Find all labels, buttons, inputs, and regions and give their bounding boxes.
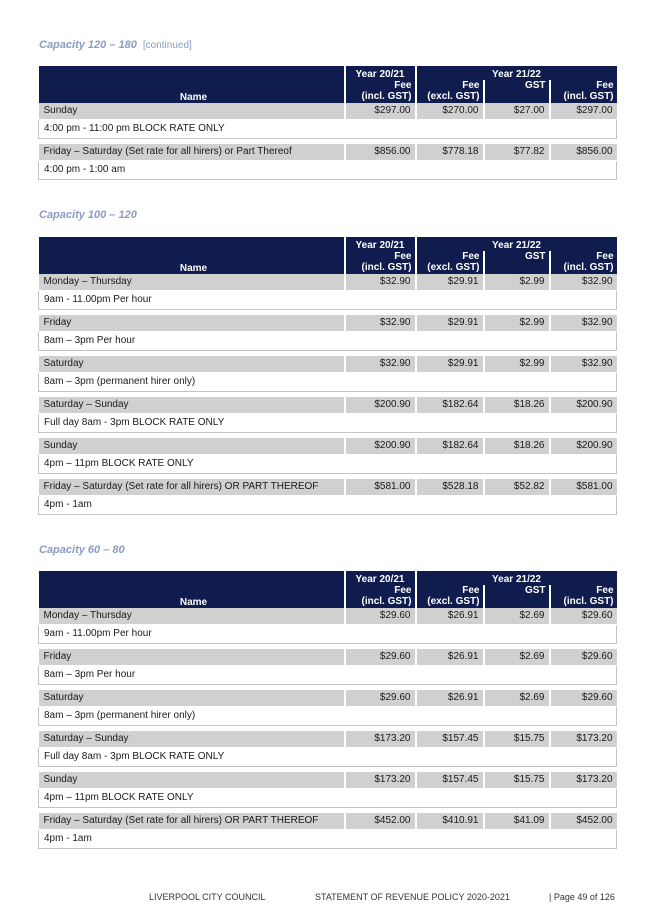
row-name: Saturday – Sunday: [39, 731, 345, 747]
fee-prev-incl-gst: $29.60: [345, 608, 416, 624]
gst-label: GST: [524, 80, 546, 91]
row-description: [39, 665, 617, 684]
gst-amount: $77.82: [484, 144, 550, 160]
incl-gst-label: (incl. GST): [563, 596, 614, 607]
incl-gst-label: (incl. GST): [361, 91, 412, 102]
fee-excl-gst: $157.45: [416, 772, 484, 788]
col-header-fee-incl: [550, 585, 617, 608]
fee-excl-gst: $29.91: [416, 315, 484, 331]
fee-prev-incl-gst: $29.60: [345, 649, 416, 665]
row-name: Monday – Thursday: [39, 608, 345, 624]
fee-excl-gst: $410.91: [416, 813, 484, 829]
fee-incl-gst: $29.60: [550, 608, 617, 624]
col-header-year-prev: Year 20/21: [345, 571, 416, 585]
table-row: [39, 813, 617, 829]
fee-prev-incl-gst: $32.90: [345, 315, 416, 331]
table-row: [39, 608, 617, 624]
incl-gst-label: (incl. GST): [361, 596, 412, 607]
table-header: [39, 571, 617, 608]
table-row: [39, 690, 617, 706]
gst-amount: $2.99: [484, 315, 550, 331]
row-description: [39, 413, 617, 432]
fee-excl-gst: $182.64: [416, 397, 484, 413]
row-description: [39, 706, 617, 725]
description-text: 4:00 pm - 11:00 pm BLOCK RATE ONLY: [39, 119, 617, 138]
fee-incl-gst: $32.90: [550, 315, 617, 331]
gst-amount: $18.26: [484, 397, 550, 413]
col-header-gst: [484, 251, 550, 274]
incl-gst-label: (incl. GST): [563, 262, 614, 273]
table-row: [39, 274, 617, 290]
incl-gst-label: (incl. GST): [563, 91, 614, 102]
description-text: 4pm - 1am: [39, 495, 617, 514]
col-header-fee-incl-prev: [345, 585, 416, 608]
col-header-fee-incl-prev: [345, 80, 416, 103]
table-row: [39, 731, 617, 747]
fee-incl-gst: $173.20: [550, 731, 617, 747]
section-title-text: Capacity 120 – 180: [39, 39, 137, 51]
description-text: Full day 8am - 3pm BLOCK RATE ONLY: [39, 413, 617, 432]
fee-label: Fee: [462, 251, 480, 262]
row-name: Saturday – Sunday: [39, 397, 345, 413]
continued-label: [continued]: [142, 40, 192, 51]
fee-excl-gst: $528.18: [416, 479, 484, 495]
col-header-fee-excl: [416, 251, 484, 274]
fee-label: Fee: [596, 251, 614, 262]
fee-incl-gst: $173.20: [550, 772, 617, 788]
fee-incl-gst: $200.90: [550, 397, 617, 413]
row-description: [39, 495, 617, 514]
fee-incl-gst: $297.00: [550, 103, 617, 119]
description-text: 4pm - 1am: [39, 829, 617, 848]
fee-label: Fee: [462, 80, 480, 91]
fee-excl-gst: $157.45: [416, 731, 484, 747]
col-header-fee-incl: [550, 251, 617, 274]
excl-gst-label: (excl. GST): [427, 596, 480, 607]
fee-prev-incl-gst: $32.90: [345, 356, 416, 372]
table-row: [39, 356, 617, 372]
table-header: [39, 237, 617, 274]
row-description: [39, 747, 617, 766]
description-text: 4pm – 11pm BLOCK RATE ONLY: [39, 788, 617, 807]
row-name: Monday – Thursday: [39, 274, 345, 290]
fee-excl-gst: $26.91: [416, 608, 484, 624]
fee-label: Fee: [394, 585, 412, 596]
fee-excl-gst: $29.91: [416, 356, 484, 372]
fee-incl-gst: $581.00: [550, 479, 617, 495]
row-description: [39, 160, 617, 179]
section-title: [39, 544, 125, 556]
row-name: Friday – Saturday (Set rate for all hirers) or Part Thereof: [39, 144, 345, 160]
fee-incl-gst: $29.60: [550, 690, 617, 706]
gst-amount: $15.75: [484, 731, 550, 747]
col-header-year-curr: Year 21/22: [416, 237, 617, 251]
description-text: 8am – 3pm (permanent hirer only): [39, 706, 617, 725]
fee-incl-gst: $200.90: [550, 438, 617, 454]
section-title-text: Capacity 60 – 80: [39, 544, 125, 556]
gst-amount: $2.69: [484, 649, 550, 665]
fee-prev-incl-gst: $29.60: [345, 690, 416, 706]
table-header: [39, 66, 617, 103]
col-header-name: Name: [39, 237, 345, 274]
col-header-name: Name: [39, 571, 345, 608]
fee-incl-gst: $32.90: [550, 274, 617, 290]
row-name: Sunday: [39, 103, 345, 119]
fee-label: Fee: [394, 251, 412, 262]
fee-label: Fee: [394, 80, 412, 91]
section-title-text: Capacity 100 – 120: [39, 209, 137, 221]
row-name: Saturday: [39, 356, 345, 372]
gst-amount: $27.00: [484, 103, 550, 119]
fee-label: Fee: [596, 80, 614, 91]
fee-incl-gst: $856.00: [550, 144, 617, 160]
incl-gst-label: (incl. GST): [361, 262, 412, 273]
fee-prev-incl-gst: $173.20: [345, 731, 416, 747]
fee-prev-incl-gst: $452.00: [345, 813, 416, 829]
excl-gst-label: (excl. GST): [427, 262, 480, 273]
fee-table: [38, 571, 617, 849]
table-row: [39, 772, 617, 788]
gst-amount: $2.99: [484, 274, 550, 290]
fee-excl-gst: $29.91: [416, 274, 484, 290]
description-text: 4:00 pm - 1:00 am: [39, 160, 617, 179]
col-header-year-prev: Year 20/21: [345, 66, 416, 80]
gst-amount: $52.82: [484, 479, 550, 495]
table-row: [39, 397, 617, 413]
fee-incl-gst: $29.60: [550, 649, 617, 665]
gst-label: GST: [524, 585, 546, 596]
fee-label: Fee: [596, 585, 614, 596]
col-header-year-curr: Year 21/22: [416, 571, 617, 585]
fee-prev-incl-gst: $856.00: [345, 144, 416, 160]
table-row: [39, 103, 617, 119]
fee-excl-gst: $778.18: [416, 144, 484, 160]
col-header-year-curr: Year 21/22: [416, 66, 617, 80]
row-description: [39, 454, 617, 473]
description-text: Full day 8am - 3pm BLOCK RATE ONLY: [39, 747, 617, 766]
footer-org: LIVERPOOL CITY COUNCIL: [149, 892, 266, 902]
row-description: [39, 331, 617, 350]
row-description: [39, 788, 617, 807]
row-name: Friday: [39, 649, 345, 665]
fee-excl-gst: $26.91: [416, 690, 484, 706]
gst-amount: $2.99: [484, 356, 550, 372]
fee-prev-incl-gst: $200.90: [345, 438, 416, 454]
row-name: Friday – Saturday (Set rate for all hirers) OR PART THEREOF: [39, 813, 345, 829]
fee-table: [38, 237, 617, 515]
description-text: 4pm – 11pm BLOCK RATE ONLY: [39, 454, 617, 473]
row-description: [39, 829, 617, 848]
fee-incl-gst: $452.00: [550, 813, 617, 829]
section-title: [39, 39, 192, 51]
fee-excl-gst: $26.91: [416, 649, 484, 665]
fee-prev-incl-gst: $173.20: [345, 772, 416, 788]
fee-incl-gst: $32.90: [550, 356, 617, 372]
col-header-gst: [484, 585, 550, 608]
fee-prev-incl-gst: $297.00: [345, 103, 416, 119]
fee-table: [38, 66, 617, 180]
row-description: [39, 624, 617, 643]
fee-prev-incl-gst: $200.90: [345, 397, 416, 413]
fee-excl-gst: $270.00: [416, 103, 484, 119]
table-row: [39, 438, 617, 454]
row-name: Friday: [39, 315, 345, 331]
fee-prev-incl-gst: $581.00: [345, 479, 416, 495]
description-text: 8am – 3pm Per hour: [39, 331, 617, 350]
table-row: [39, 649, 617, 665]
col-header-fee-excl: [416, 80, 484, 103]
gst-label: GST: [524, 251, 546, 262]
table-row: [39, 479, 617, 495]
description-text: 9am - 11.00pm Per hour: [39, 290, 617, 309]
gst-amount: $15.75: [484, 772, 550, 788]
col-header-fee-excl: [416, 585, 484, 608]
col-header-gst: [484, 80, 550, 103]
gst-amount: $2.69: [484, 608, 550, 624]
col-header-year-prev: Year 20/21: [345, 237, 416, 251]
fee-label: Fee: [462, 585, 480, 596]
row-description: [39, 290, 617, 309]
description-text: 8am – 3pm (permanent hirer only): [39, 372, 617, 391]
gst-amount: $18.26: [484, 438, 550, 454]
col-header-name: Name: [39, 66, 345, 103]
col-header-fee-incl: [550, 80, 617, 103]
fee-prev-incl-gst: $32.90: [345, 274, 416, 290]
gst-amount: $2.69: [484, 690, 550, 706]
row-name: Sunday: [39, 772, 345, 788]
footer-page-number: | Page 49 of 126: [549, 892, 615, 902]
row-description: [39, 119, 617, 138]
row-name: Sunday: [39, 438, 345, 454]
fee-excl-gst: $182.64: [416, 438, 484, 454]
row-name: Friday – Saturday (Set rate for all hirers) OR PART THEREOF: [39, 479, 345, 495]
row-description: [39, 372, 617, 391]
description-text: 8am – 3pm Per hour: [39, 665, 617, 684]
table-row: [39, 315, 617, 331]
section-title: [39, 209, 137, 221]
col-header-fee-incl-prev: [345, 251, 416, 274]
excl-gst-label: (excl. GST): [427, 91, 480, 102]
table-row: [39, 144, 617, 160]
description-text: 9am - 11.00pm Per hour: [39, 624, 617, 643]
row-name: Saturday: [39, 690, 345, 706]
gst-amount: $41.09: [484, 813, 550, 829]
footer-doc-title: STATEMENT OF REVENUE POLICY 2020-2021: [315, 892, 510, 902]
